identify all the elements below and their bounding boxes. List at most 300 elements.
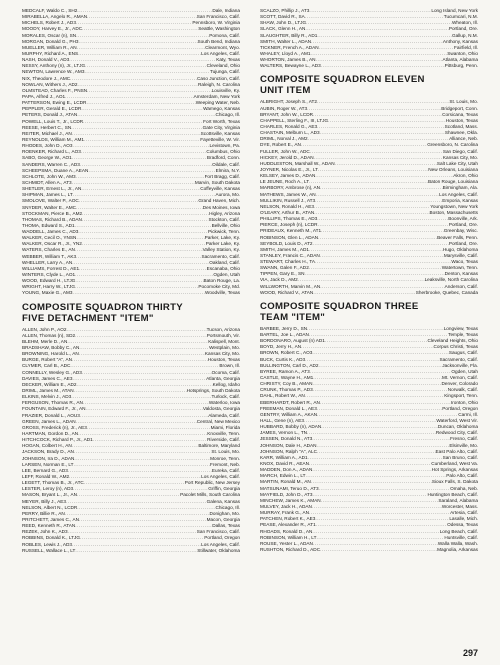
member-name: ROBBINS, Donald K., LTJG (22, 535, 81, 541)
hometown: Denton, Kansas (444, 271, 478, 277)
hometown: Saraland, Alabama (438, 497, 478, 503)
right-bottom-list (260, 326, 478, 553)
member-name: GENTRY, William A., AKAN (260, 411, 318, 417)
member-name: RHOADS, Ronald D., AN (260, 528, 313, 534)
hometown: Ogden, Utah (213, 272, 240, 278)
member-name: ROENKER, Richard L., AO3 (22, 149, 81, 155)
member-name: FULLER, John W., ADC (260, 148, 310, 154)
hometown: Lasalle, Mich. (449, 516, 478, 522)
hometown: Hotsprings, South Dakota (186, 388, 240, 394)
section-heading-line: TEAM "ITEM" (260, 311, 326, 323)
hometown: Higley, Arizona (209, 210, 240, 216)
member-name: SMOLOVE, Walter P., AOC (22, 198, 79, 204)
hometown: Donighan, Mo. (209, 510, 240, 516)
member-name: FRAZIER, Donald L., AOU3 (22, 412, 80, 418)
hometown: Boonville, Ark. (448, 216, 478, 222)
member-name: STOCKMAN, Pierce B., AM2 (22, 210, 83, 216)
member-name: REESE, Herbert C., SN (22, 124, 72, 130)
member-name: CHARLES, Ronald G., AE3 (260, 123, 318, 129)
hometown: San Francisco, Calif. (196, 529, 240, 535)
member-name: BROWN, Robert C., AO3 (260, 350, 313, 356)
member-name: STEWART, Charles H., TA (260, 259, 316, 265)
hometown: San Diego, Calif. (442, 148, 478, 154)
member-name: POWELL, Louis T., Jr., LCDR (22, 118, 84, 124)
member-name: NESSY, Anthony (n), Jr., LTJG (22, 63, 86, 69)
member-name: BUCK, Curtis K., AD3 (260, 356, 306, 362)
hometown: Portsmouth, Vir. (206, 332, 240, 338)
member-name: LESTER, Leroy (n), AD3 (22, 486, 74, 492)
left-bottom-list (22, 327, 240, 554)
hometown: Coffeyville, Kansas (200, 186, 240, 192)
member-name: KNOX, David R., AEAN (260, 461, 309, 466)
section-heading-eleven (260, 74, 478, 96)
hometown: Mt. Vernon, Calif. (442, 375, 478, 381)
member-name: OLMSTEAD, Charles F., PNSN (22, 87, 88, 93)
section-heading-line: COMPOSITE SQUADRON ELEVEN (260, 74, 425, 86)
member-name: STANLEY, Francis C., ADAN (260, 252, 320, 258)
member-name: SCHLOTE, John W., AM3 (22, 173, 76, 179)
member-name: MORGAN, Donald G., PH3 (22, 38, 79, 44)
hometown: Atlanta, Alabama (442, 57, 478, 63)
member-name: SLAUGHTER, Billy R., AD1 (260, 32, 318, 38)
hometown: Macon, Georgia (206, 516, 240, 522)
hometown: Griffin, Georgia (208, 486, 240, 492)
hometown: Alliance, Neb. (449, 136, 478, 142)
hometown: Miami, Florida (210, 424, 240, 430)
member-name: SHAW, John D., LTJG (260, 20, 307, 26)
hometown: Grand Haven, Mich. (198, 198, 240, 204)
member-name: SCHMIDT, Allen A., AT3 (22, 179, 72, 185)
member-name: WHALEY, Lloyd A., AM1 (260, 50, 311, 56)
member-name: SHETLER, Ernest L., Jr., AN (22, 186, 82, 192)
hometown: New Orleans, Louisiana (428, 166, 478, 172)
hometown: Sherbrooke, Quebec, Canada (415, 289, 478, 295)
member-name: CRUNK, Thomas P., AD3 (260, 387, 313, 393)
hometown: Kellog, Idaho (212, 381, 240, 387)
member-name: WALTERS, Bewayne L., AD3 (260, 63, 321, 69)
roster-entry (260, 290, 478, 296)
member-name: MULLIKIN, Russell J., AT3 (260, 197, 316, 203)
hometown: Elsinville, Mo. (449, 442, 478, 448)
member-name: CASTLE, Wayne H., AM1 (260, 375, 314, 381)
member-name: NELSON, Albert N., LCDR (22, 504, 78, 510)
hometown: Magnolia, Arkansas (437, 546, 478, 552)
hometown: Watertown, Tenn. (441, 265, 478, 271)
hometown: Omaha, Neb. (450, 485, 478, 491)
hometown: Cleveland Heights, Ohio (427, 338, 478, 344)
member-name: MOODY, Harvey E., Jr., ADC (22, 26, 83, 32)
hometown: Tucson, Arizona (206, 326, 240, 332)
hometown: Brown, Ill. (219, 363, 240, 369)
member-name: VIA, Jack D., AM2 (260, 277, 298, 283)
member-name: FERGUSON, Thomas R., AN (22, 400, 83, 406)
hometown: Artesia, Calif. (450, 510, 478, 516)
hometown: Elmira, N.Y. (215, 167, 240, 173)
member-name: SCHEEPSMA, Duane A., AEAN (22, 167, 89, 173)
member-name: HOGAN, Colbert H., AN (22, 443, 72, 449)
member-name: NIX, Theodore J., AMC (22, 75, 71, 81)
member-name: PETERS, Donald J., ATAN (22, 112, 78, 118)
hometown: Marysville, Calif. (443, 252, 478, 258)
member-name: MARBORY, Ambrose (n), AN (260, 185, 321, 191)
hometown: Swanton, Ohio (447, 50, 478, 56)
hometown: Knoxville, Tenn. (207, 431, 240, 436)
hometown: Temple, Texas (448, 332, 478, 338)
hometown: Los Angeles, Calif. (439, 191, 478, 197)
leader-dots (320, 547, 437, 553)
hometown: Tucumcari, N.M. (443, 14, 478, 20)
member-name: KELSEY, James D., ADAN (260, 173, 316, 179)
member-name: WILLIAMS, Forrest D., AE1 (22, 265, 80, 271)
leader-dots (75, 548, 197, 554)
member-name: KARR, William A., AD1 (260, 454, 308, 460)
hometown: Atlanta, Georgia (206, 375, 240, 381)
leader-dots (313, 290, 415, 296)
member-name: ELKINS, Melvin J., AD3 (22, 394, 72, 400)
member-name: SNYDER, Walter E., AMC (22, 204, 77, 210)
member-name: LEGETT, Thomas B., Jr., ATC (22, 480, 84, 486)
member-name: ROBINSON, Glen L., ADAN (260, 234, 319, 240)
member-name: FOUNTAIN, Edward F., Jr., AN (22, 406, 86, 412)
member-name: BLEHM, Merle D., AN (22, 338, 68, 344)
member-name: HUBBARD, Bobby (n), ADAN (260, 424, 322, 430)
member-name: MICHELS, Robert J., AD3 (22, 20, 76, 26)
hometown: Wamego, Kansas (203, 106, 240, 112)
hometown: San Bruno, Calif. (442, 454, 478, 460)
hometown: Anthony, Kansas (442, 38, 478, 44)
hometown: Waco, Texas (451, 259, 478, 265)
hometown: Monroe, Tenn. (210, 455, 240, 461)
member-name: MULVEY, Jack H., ADAN (260, 503, 312, 509)
hometown: Portland, Oregon (204, 535, 240, 541)
member-name: PATCHEN, Robert K., AE3 (260, 516, 316, 522)
hometown: Baton Rouge, Louisiana (427, 179, 478, 185)
hometown: Caso Junction, Calif. (197, 75, 240, 81)
hometown: Hugo, Oklahoma (442, 246, 478, 252)
hometown: Escanaba, Ohio (206, 265, 240, 271)
hometown: Kansas City, Mo. (442, 154, 478, 160)
member-name: CONNELLY, Wesley G., AD3 (22, 369, 82, 375)
member-name: NEWTON, Lawrence W., AM3 (22, 69, 85, 75)
member-name: JOHNSON, Ira D., ADAN (22, 455, 75, 461)
member-name: YOUNG, Maxie G., AM3 (22, 290, 73, 296)
member-name: MIRABELLA, Angelo R., AMAN (22, 14, 88, 20)
hometown: Riverside, Calif. (207, 437, 240, 443)
member-name: MARCH, Edwin L., LT (260, 473, 306, 479)
hometown: Duncan, Oklahoma (437, 424, 478, 430)
member-name: MUELLER, William R., AN (22, 44, 77, 50)
hometown: Kalispell, Mont. (208, 338, 240, 344)
hometown: Houston, Texas (445, 117, 478, 123)
member-name: SHIPMAN, James L., LT (22, 192, 73, 198)
left-column (22, 8, 240, 554)
roster-entry (22, 290, 240, 296)
member-name: JOHNSON, Ralph "A", ALC (260, 448, 317, 454)
hometown: Los Angeles, Calif. (201, 541, 240, 547)
member-name: DAHL, Robert W., AN (260, 393, 305, 399)
hometown: Eureka, Calif. (211, 467, 240, 473)
member-name: WATERS, Charles E., AN (22, 247, 75, 253)
hometown: Katy, Texas (216, 57, 240, 63)
hometown: Columbus, Ohio (206, 149, 240, 155)
member-name: RHODES, John D., AO3 (22, 143, 73, 149)
member-name: SMITH, Walter L., ADAN (260, 38, 312, 44)
member-name: JACKSON, Brady D., AN (22, 449, 74, 455)
member-name: WILLWORTH, Marvin M., AN (260, 283, 321, 289)
hometown: Fairfield, Ill. (454, 44, 478, 50)
member-name: SEYBOLD, Louis D., AT2 (260, 240, 313, 246)
hometown: Aurora, Mo. (215, 192, 240, 198)
hometown: Fresno, Calif. (450, 436, 478, 442)
member-name: SCOTT, David R., SA (260, 14, 305, 20)
hometown: Fort Bragg, Calif. (204, 173, 240, 179)
hometown: Parker, Lake, Ky. (204, 235, 240, 241)
hometown: Leaksville, North Carolina (424, 277, 478, 283)
member-name: WHORTON, James B., AN (260, 57, 316, 63)
section-heading-line: COMPOSITE SQUADRON THIRTY (22, 301, 184, 313)
hometown: Baltimore, Maryland (198, 443, 240, 449)
member-name: DRIML, James M., ATAN (22, 388, 74, 394)
hometown: Chicago, Ill. (215, 112, 240, 118)
member-name: LEFF, Ronald W., AM2 (22, 473, 70, 479)
member-name: MEYER, Billy J., AE3 (22, 498, 67, 504)
member-name: WALKER, Oscar R., Jr., YN2 (22, 241, 82, 247)
member-name: DECKER, William E., AD2 (22, 381, 77, 387)
left-top-list (22, 8, 240, 297)
hometown: Waterford, West Vir. (436, 418, 478, 424)
member-name: RUSSELL, Wallace L., LT (22, 547, 76, 553)
hometown: Saugus, Calif. (448, 350, 478, 356)
hometown: Carmi, Ill. (458, 411, 478, 417)
member-name: MADDEN, Don A., ADAN (260, 467, 313, 473)
member-name: ROUSE, Yester L., ADAN (260, 540, 313, 546)
hometown: Shawnee, Okla. (444, 130, 478, 136)
hometown: South Bend, Indiana (197, 38, 240, 44)
hometown: Bridgeport, Conn. (441, 105, 478, 111)
member-name: EBERHARDT, Robert R., AN (260, 399, 320, 405)
hometown: Baton Rouge, La. (203, 278, 240, 284)
member-name: JOHNSON, Dale H., ADAN (260, 442, 317, 448)
hometown: Pittsburg, Penn. (444, 63, 478, 69)
member-name: PHILLIPS, Thomas E., AD3 (260, 216, 318, 222)
member-name: JESSEN, Donald N., AT3 (260, 436, 313, 442)
member-name: BARBEE, Jerry D., SN (260, 325, 308, 331)
member-name: LE JEUNE, Roch A., LT (260, 179, 310, 185)
hometown: Portland, Ore. (448, 222, 478, 228)
member-name: CHAPPELL, Sterling F., III, LTJG (260, 117, 329, 123)
member-name: SWANN, Galen F., AD2 (260, 265, 309, 271)
hometown: Valdosta, Georgia (202, 406, 240, 412)
member-name: WINTERS, Clyde L., AO1 (22, 272, 76, 278)
page-number: 297 (462, 648, 478, 658)
roster-entry (22, 548, 240, 554)
hometown: Kansas City, Mo. (204, 351, 240, 357)
hometown: Greenbay, Wisc. (443, 228, 478, 234)
member-name: WHELLER, Larry A., AN (22, 259, 73, 265)
hometown: San Francisco, Calif. (196, 14, 240, 20)
member-name: HICKEY, Jerold D., ADAN (260, 154, 314, 160)
hometown: Birmingham, Ala. (442, 185, 478, 191)
member-name: PRIDEAUX, Kenneth M., AT1 (260, 228, 322, 234)
member-name: HARTMAN, Gordon D., AN (22, 431, 79, 436)
member-name: SLACK, Glenn H., AN (260, 26, 306, 32)
hometown: Pomona, Calif. (209, 32, 240, 38)
hometown: Stillwater, Oklahoma (197, 547, 240, 553)
member-name: PEPPLER, Gerald E., LCDR (22, 106, 82, 112)
member-name: ROBINSON, William H., LT (260, 534, 317, 540)
hometown: Raleigh, N. Carolina (198, 81, 240, 87)
member-name: NOWLAN, Withers J., AD2 (22, 81, 78, 87)
hometown: Scottsville, Kansas (200, 130, 240, 136)
hometown: Sacramento, Calif. (201, 253, 240, 259)
roster-columns (22, 8, 478, 554)
hometown: Los Angeles, Calif. (201, 50, 240, 56)
member-name: HITCHCOCK, Richard P., Jr., AD1 (22, 437, 93, 443)
hometown: Huntsville, Calif. (444, 534, 478, 540)
member-name: BOYD, Jerry H., AN (260, 344, 302, 350)
member-name: PEASE, Alexander R., AT1 (260, 522, 316, 528)
member-name: WALKER, Cecil O., YNSN (22, 235, 77, 241)
hometown: Corpus Christi, Texas (433, 344, 478, 350)
member-name: BRYANT, John W., LCDR (260, 111, 313, 117)
member-name: PAPA, Alfred J., AO1 (22, 93, 66, 99)
hometown: Dallas, Texas (212, 523, 240, 529)
hometown: Parker Lake, Ky. (205, 241, 240, 247)
hometown: Marvin, South Dakota (194, 179, 240, 185)
hometown: Boston, Massachusetts (429, 209, 478, 215)
member-name: SCALZO, Phillip J., AT3 (260, 8, 310, 13)
member-name: MATSUNAMI, Teruo D., AT3 (260, 485, 319, 491)
member-name: MINCHEW, James K., AMAN (260, 497, 321, 503)
hometown: Waterloo, Iowa (208, 400, 240, 406)
leader-dots (321, 63, 445, 69)
member-name: SABO, George W., AO1 (22, 155, 72, 161)
member-name: JOYNER, Nicolas E., Jr., LT (260, 166, 318, 172)
member-name: REITER, Michael J., AN (22, 130, 72, 136)
roster-entry (260, 547, 478, 553)
member-name: DAVIES, James C., AE3 (22, 375, 73, 381)
section-heading-thirty-five (22, 302, 240, 324)
hometown: Ironton, Ohio (450, 399, 478, 405)
member-name: MARTIN, Ronald M., AN (260, 479, 311, 485)
member-name: MURRAY, Frank G., AN (260, 510, 310, 516)
hometown: Long Beach, Calif. (439, 528, 478, 534)
hometown: Alameda, Calif. (208, 412, 240, 418)
member-name: WEBBER, William T., AK3 (22, 253, 77, 259)
hometown: Fort Worth, Texas (203, 118, 240, 124)
member-name: CLYMER, Carl B., ADC (22, 363, 71, 369)
hometown: Valley Station, Ky. (202, 247, 240, 253)
hometown: St. Louis, Mo. (211, 449, 240, 455)
member-name: BULLINGTON, Carl D., AD2 (260, 362, 319, 368)
member-name: ROBLES, Lewis J., AD3 (22, 541, 73, 547)
hometown: Hot Springs, Arkansas (431, 467, 478, 473)
hometown: Huntington Beach, Calif. (427, 491, 478, 497)
hometown: Portland, Ore. (448, 26, 478, 32)
member-name: NASH, Donald V., AD3 (22, 57, 70, 63)
member-name: REZEK, John K., AD3 (22, 529, 68, 535)
right-top-list (260, 8, 478, 69)
member-name: TIPPEN, Gary E., SN (260, 271, 305, 277)
member-name: HALL, Gene (n), AE3 (260, 418, 305, 424)
member-name: TICKNER, French A., ADAN (260, 44, 319, 50)
hometown: Cumberland, West Va. (431, 461, 478, 466)
member-name: GREEN, James L., ADAN (22, 418, 76, 424)
hometown: Sioux Falls, S. Dakota (431, 479, 478, 485)
member-name: PERRY, Billie R., AN (22, 510, 65, 516)
member-name: CHASTAIN, Melburn L., AD3 (260, 130, 320, 136)
hometown: Salt Lake City, Utah (436, 160, 478, 166)
member-name: MEDCALF, Waldo C., SH2 (22, 8, 78, 13)
hometown: Scotland, Mass. (444, 123, 478, 129)
member-name: ALLEN, Thomas (n), SD2 (22, 332, 76, 338)
member-name: JAMES, Vernon L., TN (260, 430, 308, 436)
hometown: Fremont, Neb. (210, 461, 240, 467)
hometown: Seattle, Washington (198, 26, 240, 32)
member-name: PIERCE, Joseph (n), LCDR (260, 222, 318, 228)
hometown: Jacksonville, Fla. (442, 362, 478, 368)
section-heading-line: UNIT ITEM (260, 85, 311, 97)
member-name: BYREE, Ramon A., AT3 (260, 368, 310, 374)
member-name: SMITH, James M., AD1 (260, 246, 309, 252)
hometown: Palo Alto, Calif. (446, 473, 478, 479)
member-name: THOMA, Edward S., AD1 (22, 222, 75, 228)
member-name: BURGE, Robert "A", AN (22, 357, 72, 363)
member-name: MATHEWS, James W., AN (260, 191, 316, 197)
member-name: GROSS, Frederick (n), Jr., AE3 (22, 424, 87, 430)
member-name: MAYFIELD, John D., AT3 (260, 491, 313, 497)
hometown: Youngstown, New York (430, 203, 478, 209)
member-name: LARSEN, Norman E., LT (22, 461, 74, 467)
member-name: MASON, Bryant L., Jr., AN (22, 492, 77, 498)
hometown: Woodville, Texas (204, 290, 240, 296)
hometown: Beaver Falls, Penn. (437, 234, 478, 240)
hometown: Galena, Kansas (206, 498, 240, 504)
hometown: Denver, Colorado (441, 381, 478, 387)
hometown: Long Island, New York (431, 8, 478, 13)
member-name: WADDELL, James C., AD3 (22, 229, 79, 235)
hometown: Odessa, Texas (447, 522, 478, 528)
hometown: Central, New Mexico (196, 418, 240, 424)
hometown: Wheaton, Ill. (451, 20, 478, 26)
hometown: Redwood City, Calif. (435, 430, 478, 436)
hometown: Ogden, Utah (451, 368, 478, 374)
member-name: DYE, Robert E., AN (260, 142, 301, 148)
section-heading-three (260, 301, 478, 323)
member-name: SANDERS, Warren C., AD3 (22, 161, 80, 167)
member-name: PRITCHETT, James C., AN (22, 516, 80, 522)
hometown: Fayetteville, W. Vir. (200, 136, 240, 142)
hometown: Worcester, Mass. (441, 503, 478, 509)
hometown: East Palo Alto, Calif. (435, 448, 478, 454)
hometown: Turlock, Calif. (211, 394, 240, 400)
hometown: Amsterdam, New York (193, 93, 240, 99)
hometown: Pennsboro, W. Virginia (192, 20, 240, 26)
hometown: Greensboro, N. Carolina (427, 142, 478, 148)
hometown: Oakland, Calif. (209, 259, 240, 265)
member-name: HUDDLESTON, Marshall W., ADAN (260, 160, 335, 166)
hometown: Walla Walla, Wash. (437, 540, 478, 546)
right-middle-list (260, 99, 478, 296)
hometown: Norwalk, Calif. (447, 387, 478, 393)
hometown: Bradford, Conn. (206, 155, 240, 161)
hometown: Ocoma, Calif. (211, 369, 240, 375)
hometown: Stockton, Calif. (208, 216, 240, 222)
hometown: Cleveland, Ohio (206, 63, 240, 69)
hometown: Portland, Ore. (448, 240, 478, 246)
hometown: Longview, Texas (443, 325, 478, 331)
member-name: FREEMAN, Donald L., AE3 (260, 405, 317, 411)
